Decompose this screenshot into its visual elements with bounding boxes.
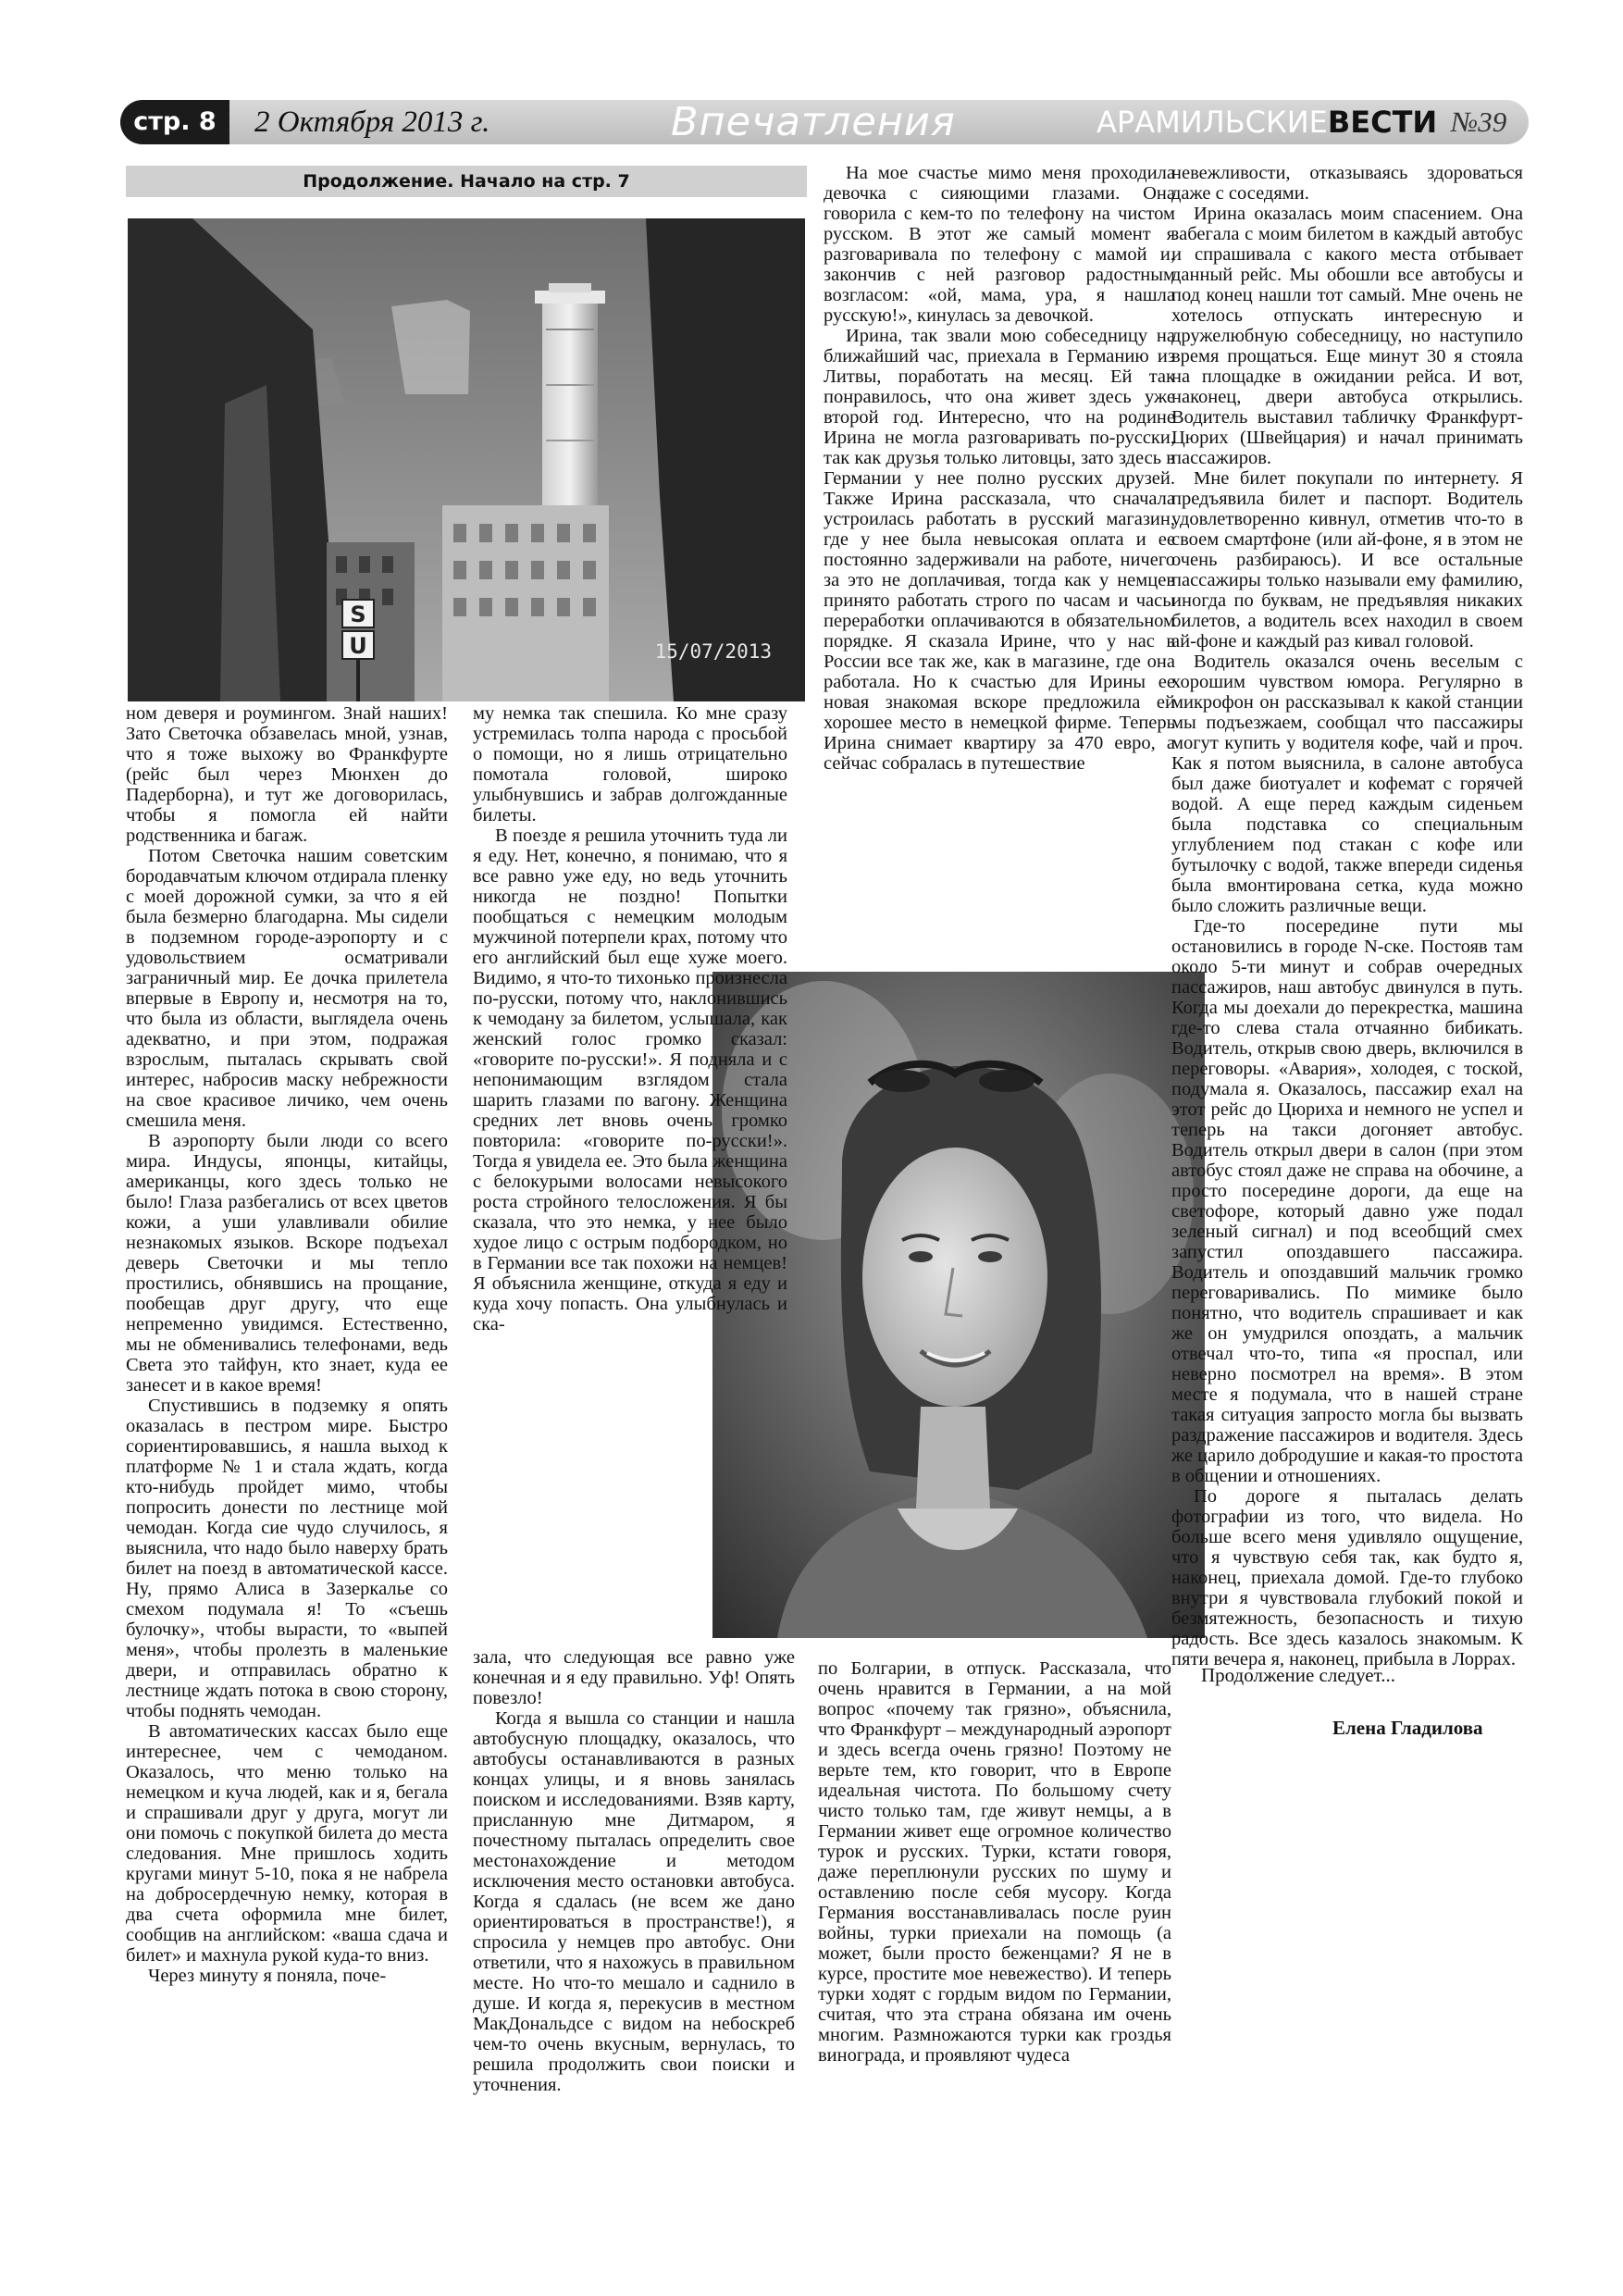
issue-number: №39 bbox=[1451, 105, 1507, 138]
paragraph: зала, что следующая все равно уже конечная и я еду правильно. Уф! Опять повезло! bbox=[473, 1647, 795, 1708]
paragraph: По дороге я пыталась делать фотографии из того, что видела. Но больше всего меня удивляло ощущение, что я чувствую себя так, как будто я, наконец, приехала домой. Где-то глубоко внутри я чувствовала глубокий покой и безмятежность, безопасность и тихую радость. Все здесь казалось знакомым. К пяти вечера я, наконец, прибыла в Лоррах. bbox=[1171, 1486, 1523, 1669]
paragraph: В поезде я решила уточнить туда ли я еду. Нет, конечно, я понимаю, что я все равно уже еду, но ведь уточнить никогда не поздно! Попытки пообщаться с немецким молодым мужчиной потерпели крах, потому что его английский был еще хуже моего. Видимо, я что-то тихонько произнесла по-русски, потому что, наклонившись к чемодану за билетом, услышала, как женский голос громко сказал: «говорите по-русски!». Я подняла и с непонимающим взглядом стала шарить глазами по вагону. Женщина средних лет вновь очень громко повторила: «говорите по-русски!». Тогда я увидела ее. Это была женщина с белокурыми волосами невысокого роста стройного телосложения. Я бы сказала, что это немка, у нее было худое лицо с острым подбородком, но в Германии все так похожи на немцев! Я объяснила женщине, откуда я еду и куда хочу попасть. Она улыбнулась и ска- bbox=[473, 825, 787, 1334]
article-column-4 bbox=[1171, 163, 1523, 1669]
newspaper-title bbox=[1096, 100, 1437, 144]
paragraph: На мое счастье мимо меня проходила девочка с сияющими глазами. Она говорила с кем-то по телефону на чистом русском. В этот же самый момент я разговаривала по телефону с мамой и, закончив с ней разговор радостным возгласом: «ой, мама, ура, я нашла русскую!», кинулась за девочкой. bbox=[824, 163, 1175, 326]
paragraph: Когда я вышла со станции и нашла автобусную площадку, оказалось, что автобусы останавливаются в разных концах улицы, и я вновь занялась поиском и исследованиями. Взяв карту, присланную мне Дитмаром, я почестному пыталась определить свое местонахождение и методом исключения место остановки автобуса. Когда я сдалась (не всем же дано ориентироваться в пространстве!), я спросила у немцев про автобус. Они ответили, что я нахожусь в правильном месте. Но что-то мешало и саднило в душе. И когда я, перекусив в местном МакДональдсе с видом на небоскреб чем-то очень вкусным, вернулась, то решила продолжить свои поиски и уточнения. bbox=[473, 1708, 795, 2095]
paragraph: ном деверя и роумингом. Знай наших! Зато Светочка обзавелась мной, узнав, что я тоже выхожу во Франкфурте (рейс был через Мюнхен до Падерборна), и тут же договорилась, чтобы я помогла ей найти родственника и багаж. bbox=[126, 703, 448, 846]
page-number: стр. 8 bbox=[120, 100, 229, 144]
article-column-3-bottom bbox=[818, 1658, 1171, 2066]
paragraph: Через минуту я поняла, поче- bbox=[148, 1966, 387, 1986]
paragraph: му немка так спешила. Ко мне сразу устремилась толпа народа с просьбой о помощи, но я лишь отрицательно помотала головой, широко улыбнувшись и забрав долгожданные билеты. bbox=[473, 703, 787, 825]
photo-date-stamp: 15/07/2013 bbox=[654, 640, 772, 663]
section-title: Впечатления bbox=[671, 99, 956, 145]
skyscraper-photo bbox=[128, 218, 805, 701]
paragraph: В аэропорту были люди со всего мира. Индусы, японцы, китайцы, американцы, кого здесь только не было! Глаза разбегались от всех цветов кожи, а уши улавливали обилие незнакомых языков. Вскоре подъехал деверь Светочки и мы тепло простились, обнявшись на прощание, пообещав друг другу, что еще непременно увидимся. Естественно, мы не обменивались телефонами, ведь Света это тайфун, кто знает, куда ее занесет и в какое время! bbox=[126, 1131, 448, 1396]
newspaper-title-bold: ВЕСТИ bbox=[1327, 105, 1438, 140]
paragraph: Ирина, так звали мою собеседницу на ближайший час, приехала в Германию из Литвы, поработать на месяц. Ей так понравилось, что она живет здесь уже второй год. Интересно, что на родине Ирина не могла разговаривать по-русски, так как друзья только литовцы, зато здесь в Германии у нее полно русских друзей. Также Ирина рассказала, что сначала устроилась работать в русский магазин, где у нее была невысокая оплата и ее постоянно задерживали на работе, ничего за это не доплачивая, тогда как у немцев принято работать строго по часам и часы переработки оплачиваются в обязательном порядке. Я сказала Ирине, что у нас в России все так же, как в магазине, где она работала. Но к счастью для Ирины ее новая знакомая вскоре предложила ей хорошее место в немецкой фирме. Теперь Ирина снимает квартиру за 470 евро, а сейчас собралась в путешествие bbox=[824, 326, 1175, 774]
article-column-2-bottom bbox=[473, 1647, 795, 2095]
author-signature: Елена Гладилова bbox=[1332, 1717, 1483, 1739]
article-column-3-top bbox=[824, 163, 1175, 774]
svg-text:U: U bbox=[349, 633, 367, 659]
to-be-continued: Продолжение следует... bbox=[1201, 1664, 1395, 1686]
paragraph: Мне билет покупали по интернету. Я предъявила билет и паспорт. Водитель удовлетворенно кивнул, отметив что-то в своем смартфоне (или ай-фоне, я в этом не очень разбираюсь). И все остальные пассажиры только называли ему фамилию, иногда по буквам, не предъявляя никаких билетов, а водитель всех находил в своем ай-фоне и каждый раз кивал головой. bbox=[1171, 468, 1523, 652]
article-column-2-top bbox=[473, 703, 787, 1334]
newspaper-title-light: АРАМИЛЬСКИЕ bbox=[1096, 105, 1328, 140]
paragraph: Спустившись в подземку я опять оказалась в пестром мире. Быстро сориентировавшись, я нашла выход к платформе № 1 и стала ждать, когда кто-нибудь пройдет мимо, чтобы попросить донести по лестнице мой чемодан. Когда сие чудо случилось, я выяснила, что надо было наверху брать билет на поезд в автоматической кассе. Ну, прямо Алиса в Зазеркалье со смехом подумала я! То «съешь булочку», чтобы вырасти, то «выпей меня», чтобы пролезть в маленькие двери, и отправилась обратно к лестнице ждать потока в свою сторону, чтобы поднять чемодан. bbox=[126, 1396, 448, 1721]
paragraph: Где-то посередине пути мы остановились в городе N-ске. Постояв там около 5-ти минут и собрав очередных пассажиров, наш автобус двинулся в путь. Когда мы доехали до перекрестка, машина где-то слева стала отчаянно бибикать. Водитель, открыв свою дверь, включился в переговоры. «Авария», холодея, с тоской, подумала я. Оказалось, пассажир ехал на этот рейс до Цюриха и немного не успел и теперь на такси догоняет автобус. Водитель открыл двери в салон (при этом автобус стоял даже не справа на обочине, а просто посередине дороги, да еще на светофоре, который давно уже подал зеленый сигнал) и под всеобщий смех запустил опоздавшего пассажира. Водитель и опоздавший мальчик громко переговаривались. По мимике было понятно, что водитель спрашивает и как же он умудрился опоздать, а мальчик отвечал что-то, типа «я проспал, или неверно посмотрел на время». В этом месте я подумала, что в нашей стране такая ситуация запросто могла бы вызвать раздражение пассажиров и водителя. Здесь же царило добродушие и какая-то простота в общении и отношениях. bbox=[1171, 916, 1523, 1486]
issue-date: 2 Октября 2013 г. bbox=[254, 105, 490, 139]
paragraph: Водитель оказался очень веселым с хорошим чувством юмора. Регулярно в микрофон он рассказывал к какой станции мы подъезжаем, сообщал что пассажиры могут купить у водителя кофе, чай и проч. Как я потом выяснила, в салоне автобуса был даже биотуалет и кофемат с горячей водой. А еще перед каждым сиденьем была подставка со специальным углублением под стакан с кофе или бутылочку с водой, также впереди сиденья была вмонтирована сетка, куда можно было сложить различные вещи. bbox=[1171, 652, 1523, 916]
paragraph: Потом Светочка нашим советским бородавчатым ключом отдирала пленку с моей дорожной сумки, за что я ей была безмерно благодарна. Мы сидели в подземном городе-аэропорту и с удовольствием осматривали заграничный мир. Ее дочка прилетела впервые в Европу и, несмотря на то, что была из области, выглядела очень адекватно, и при этом, подражая взрослым, пыталась скрывать свой интерес, набросив маску небрежности на свое красивое личико, чем очень смешила меня. bbox=[126, 846, 448, 1131]
paragraph: невежливости, отказываясь здороваться даже с соседями. bbox=[1171, 163, 1523, 204]
continuation-banner: Продолжение. Начало на стр. 7 bbox=[126, 166, 807, 197]
paragraph: Ирина оказалась моим спасением. Она забегала с моим билетом в каждый автобус и спрашивала с какого места отбывает данный рейс. Мы обошли все автобусы и под конец нашли тот самый. Мне очень не хотелось отпускать интересную и дружелюбную собеседницу, но наступило время прощаться. Еще минут 30 я стояла на площадке в ожидании рейса. И вот, наконец, двери автобуса открылись. Водитель выставил табличку Франкфурт-Цюрих (Швейцария) и начал принимать пассажиров. bbox=[1171, 204, 1523, 468]
svg-text:S: S bbox=[350, 602, 366, 627]
paragraph: В автоматических кассах было еще интереснее, чем с чемоданом. Оказалось, что меню только на немецком и куча людей, как и я, бегала и спрашивали друг у друга, могут ли они помочь с покупкой билета до места следования. Мне пришлось ходить кругами минут 5-10, пока я не набрела на добросердечную немку, которая в два счета оформила мне билет, сообщив на английском: «ваша сдача и билет» и махнула рукой куда-то вниз. bbox=[126, 1721, 448, 1966]
paragraph: по Болгарии, в отпуск. Рассказала, что очень нравится в Германии, а на мой вопрос «почему так грязно», объяснила, что Франкфурт – международный аэропорт и здесь всегда очень грязно! Поэтому не верьте тем, кто говорит, что в Европе идеальная чистота. По большому счету чисто только там, где живут немцы, а в Германии живет еще огромное количество турок и русских. Турки, кстати говоря, даже переплюнули русских по шуму и оставлению после себя мусору. Когда Германия восстанавливалась после руин войны, турки приехали на помощь (а может, были просто беженцами? Я не в курсе, простите мое невежество). И теперь турки ходят с гордым видом по Германии, считая, что эта страна обязана им очень многим. Размножаются турки как гроздья винограда, и проявляют чудеса bbox=[818, 1658, 1171, 2066]
article-column-1 bbox=[126, 703, 448, 1986]
